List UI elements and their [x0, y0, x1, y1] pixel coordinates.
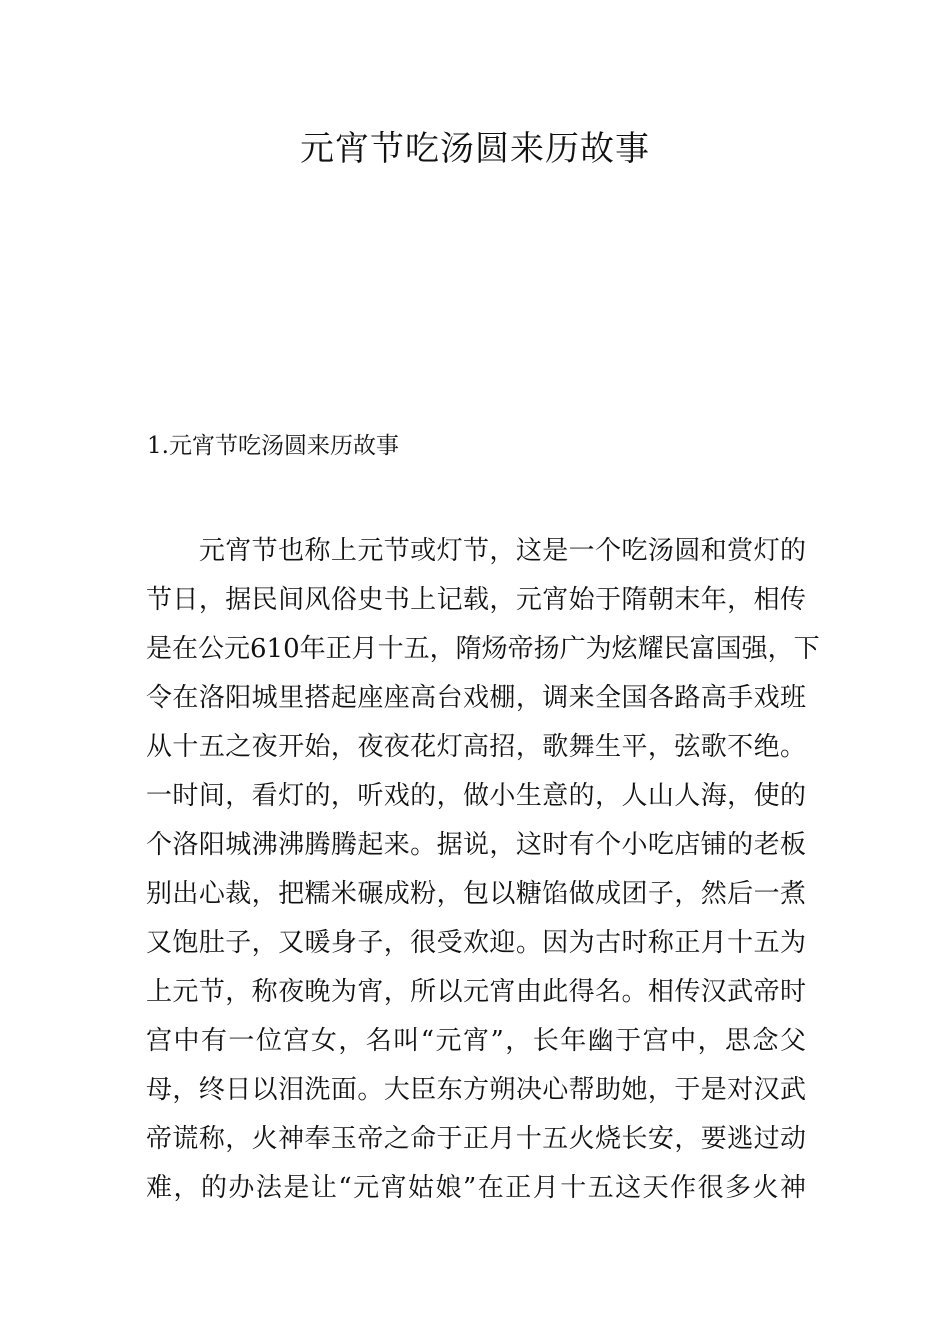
body-line: 别出心裁，把糯米碾成粉，包以糖馅做成团子，然后一煮 — [146, 879, 806, 909]
body-line: 从十五之夜开始，夜夜花灯高招，歌舞生平，弦歌不绝。 — [146, 732, 806, 762]
body-paragraph — [146, 527, 820, 1213]
body-line: 个洛阳城沸沸腾腾起来。据说，这时有个小吃店铺的老板 — [146, 830, 806, 860]
body-line: 上元节，称夜晚为宵，所以元宵由此得名。相传汉武帝时 — [146, 977, 806, 1007]
body-line: 宫中有一位宫女，名叫“元宵”，长年幽于宫中，思念父 — [146, 1026, 806, 1056]
body-line: 又饱肚子，又暖身子，很受欢迎。因为古时称正月十五为 — [146, 928, 806, 958]
section-heading: 1.元宵节吃汤圆来历故事 — [147, 433, 399, 459]
body-line: 母，终日以泪洗面。大臣东方朔决心帮助她，于是对汉武 — [146, 1075, 806, 1105]
body-line: 一时间，看灯的，听戏的，做小生意的，人山人海，使的 — [146, 781, 806, 811]
document-title: 元宵节吃汤圆来历故事 — [300, 129, 650, 169]
body-line: 令在洛阳城里搭起座座高台戏棚，调来全国各路高手戏班 — [146, 683, 806, 713]
body-line: 帝谎称，火神奉玉帝之命于正月十五火烧长安，要逃过动 — [146, 1124, 806, 1154]
body-line: 是在公元610年正月十五，隋炀帝扬广为炫耀民富国强，下 — [146, 634, 820, 664]
body-line: 节日，据民间风俗史书上记载，元宵始于隋朝末年，相传 — [146, 585, 806, 615]
body-line: 难，的办法是让“元宵姑娘”在正月十五这天作很多火神 — [146, 1173, 806, 1203]
body-line: 元宵节也称上元节或灯节，这是一个吃汤圆和赏灯的 — [146, 536, 806, 566]
